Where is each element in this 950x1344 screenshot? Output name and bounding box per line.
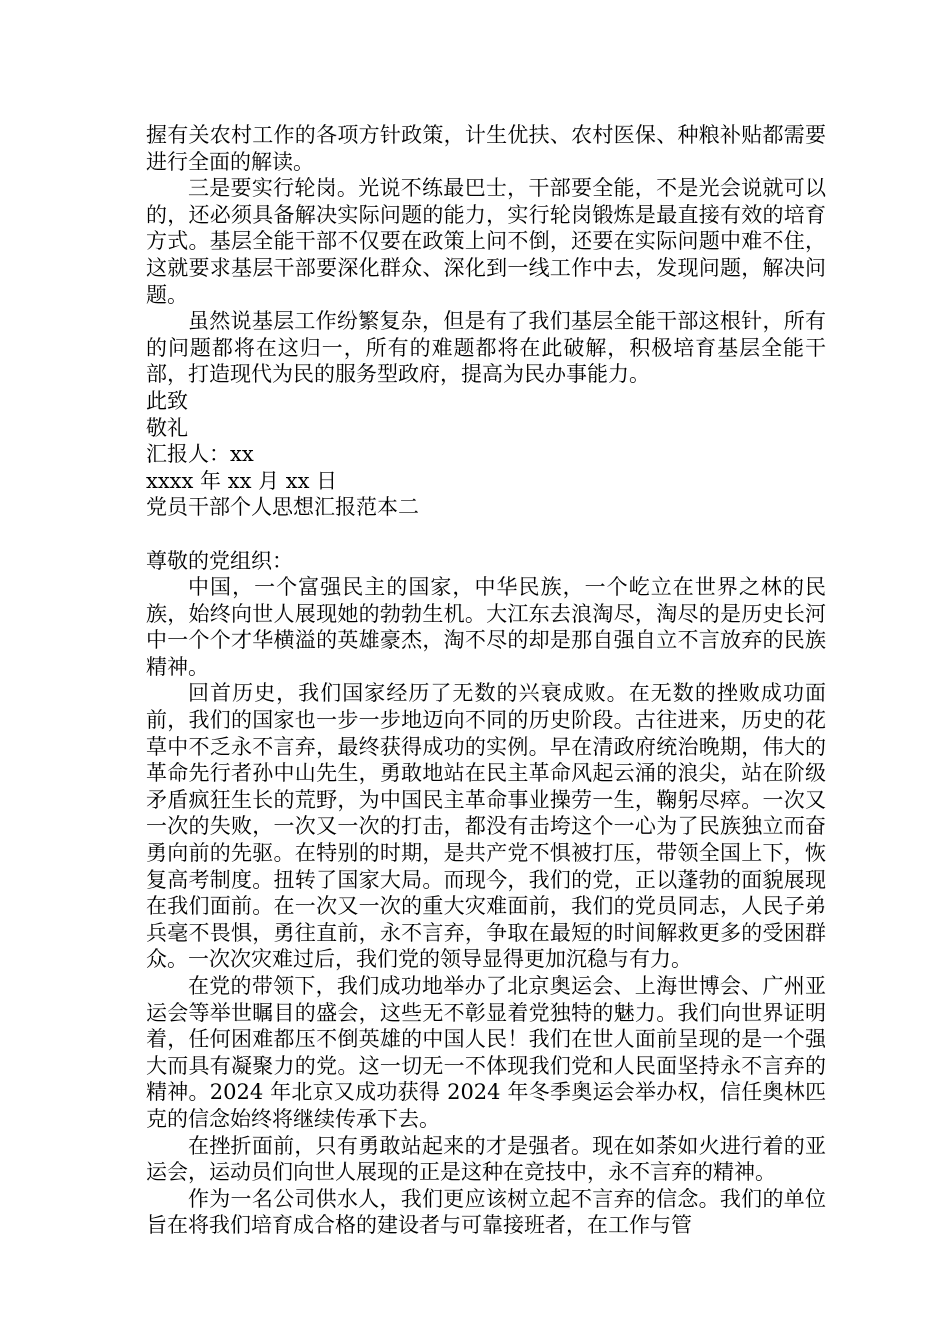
section-title: 党员干部个人思想汇报范本二 xyxy=(146,495,419,520)
paragraph-history: 回首历史，我们国家经历了无数的兴衰成败。在无数的挫败成功面前，我们的国家也一步一步地迈向不同的历史阶段。古往进来，历史的花草中不乏永不言弃，最终获得成功的实例。早在清政府统治晚期，伟大的革命先行者孙中山先生，勇敢地站在民主革命风起云涌的浪尖，站在阶级矛盾疯狂生长的荒野，为中国民主革命事业操劳一生，鞠躬尽瘁。一次又一次的失败，一次又一次的打击，都没有击垮这个一心为了民族独立而奋勇向前的先驱。在特别的时期，是共产党不惧被打压，带领全国上下，恢复高考制度。扭转了国家大局。而现今，我们的党，正以蓬勃的面貌展现在我们面前。在一次又一次的重大灾难面前，我们的党员同志，人民子弟兵毫不畏惧，勇往直前，永不言弃，争取在最短的时间解救更多的受困群众。一次次灾难过后，我们党的领导显得更加沉稳与有力。 xyxy=(146,681,826,972)
paragraph-rotation: 三是要实行轮岗。光说不练最巴士，干部要全能，不是光会说就可以的，还必须具备解决实际问题的能力，实行轮岗锻炼是最直接有效的培育方式。基层全能干部不仅要在政策上问不倒，还要在实际问题中难不住，这就要求基层干部要深化群众、深化到一线工作中去，发现问题，解决问题。 xyxy=(146,176,826,307)
document-body xyxy=(146,122,826,1239)
paragraph-continued: 握有关农村工作的各项方针政策，计生优扶、农村医保、种粮补贴都需要进行全面的解读。 xyxy=(146,123,826,174)
paragraph-china: 中国，一个富强民主的国家，中华民族，一个屹立在世界之林的民族，始终向世人展现她的勃勃生机。大江东去浪淘尽，淘尽的是历史长河中一个个才华横溢的英雄豪杰，淘不尽的却是那自强自立不言放弃的民族精神。 xyxy=(146,575,826,679)
paragraph-water-supply: 作为一名公司供水人，我们更应该树立起不言弃的信念。我们的单位旨在将我们培育成合格的建设者与可靠接班者，在工作与管 xyxy=(146,1186,826,1238)
date-line: xxxx 年 xx 月 xx 日 xyxy=(146,468,338,493)
blank-line xyxy=(146,521,826,548)
greeting-line: 尊敬的党组织： xyxy=(146,548,293,573)
closing-salutation: 此致 xyxy=(146,388,188,413)
paragraph-conclusion: 虽然说基层工作纷繁复杂，但是有了我们基层全能干部这根针，所有的问题都将在这归一，所有的难题都将在此破解，积极培育基层全能干部，打造现代为民的服务型政府，提高为民办事能力。 xyxy=(146,309,826,387)
closing-regards: 敬礼 xyxy=(146,415,188,440)
paragraph-party-leadership: 在党的带领下，我们成功地举办了北京奥运会、上海世博会、广州亚运会等举世瞩目的盛会，这些无不彰显着党独特的魅力。我们向世界证明着，任何困难都压不倒英雄的中国人民！我们在世人面前呈现的是一个强大而具有凝聚力的党。这一切无一不体现我们党和人民面坚持永不言弃的精神。2024 年北京又成功获得 2024 年冬季奥运会举办权，信任奥林匹克的信念始终将继续传承下去。 xyxy=(146,974,826,1131)
reporter-line: 汇报人：xx xyxy=(146,442,254,467)
paragraph-setbacks: 在挫折面前，只有勇敢站起来的才是强者。现在如荼如火进行着的亚运会，运动员们向世人展现的正是这种在竞技中，永不言弃的精神。 xyxy=(146,1133,826,1185)
